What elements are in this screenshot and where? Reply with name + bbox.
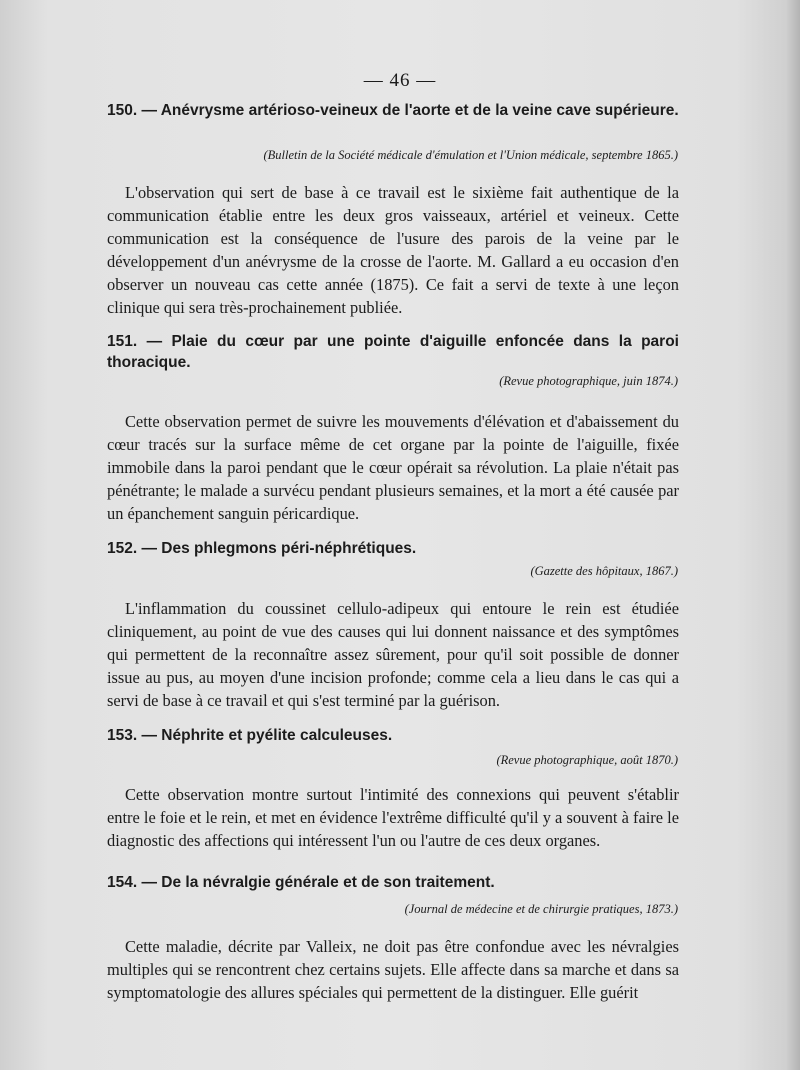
- entry-154-title-text: — De la névralgie générale et de son traitement.: [141, 874, 495, 891]
- entry-150-title: [107, 100, 679, 121]
- entry-150-source: (Bulletin de la Société médicale d'émulation et l'Union médicale, septembre 1865.): [263, 148, 678, 162]
- entry-153-title-text: — Néphrite et pyélite calculeuses.: [141, 727, 393, 744]
- entry-150-body: L'observation qui sert de base à ce travail est le sixième fait authentique de la communication établie entre les deux gros vaisseaux, artériel et veineux. Cette communication est la conséquence de l'usure des parois de la veine par le développement d'un anévrysme de la crosse de l'aorte. M. Gallard a eu occasion d'en observer un nouveau cas cette année (1875). Ce fait a servi de texte à une leçon clinique qui sera très-prochainement publiée.: [107, 183, 679, 317]
- entry-153-source: (Revue photographique, août 1870.): [496, 753, 678, 767]
- entry-154-body: Cette maladie, décrite par Valleix, ne doit pas être confondue avec les névralgies multiples qui se rencontrent chez certains sujets. Elle affecte dans sa marche et dans sa symptomatologie des allures spéciales qui permettent de la distinguer. Elle guérit: [107, 937, 679, 1002]
- page-number: — 46 —: [363, 70, 437, 91]
- entry-154-title: [107, 872, 679, 893]
- entry-153-title: [107, 725, 679, 746]
- entry-152-source: (Gazette des hôpitaux, 1867.): [530, 564, 678, 578]
- entry-154-number: 154.: [107, 874, 138, 891]
- entry-152-title: [107, 538, 679, 559]
- entry-152-title-text: — Des phlegmons péri-néphrétiques.: [141, 540, 417, 557]
- entry-153-number: 153.: [107, 727, 138, 744]
- entry-151-title-text: — Plaie du cœur par une pointe d'aiguille enfoncée dans la paroi thoracique.: [107, 333, 679, 371]
- entry-152-number: 152.: [107, 540, 138, 557]
- page-edge-shadow: [786, 0, 800, 1070]
- entry-151-title: [107, 331, 679, 373]
- entry-150-number: 150.: [107, 102, 138, 119]
- entry-151-source: (Revue photographique, juin 1874.): [499, 374, 678, 388]
- entry-151-body: Cette observation permet de suivre les mouvements d'élévation et d'abaissement du cœur tracés sur la surface même de cet organe par la pointe de l'aiguille, fixée immobile dans la paroi pendant que le cœur opérait sa révolution. La plaie n'était pas pénétrante; le malade a survécu pendant plusieurs semaines, et la mort a été causée par un épanchement sanguin péricardique.: [107, 412, 679, 523]
- entry-154-source: (Journal de médecine et de chirurgie pratiques, 1873.): [404, 902, 678, 916]
- entry-152-body: L'inflammation du coussinet cellulo-adipeux qui entoure le rein est étudiée cliniquement, au point de vue des causes qui lui donnent naissance et des symptômes qui permettent de la reconnaître assez sûrement, pour qu'il soit possible de donner issue au pus, au moyen d'une incision profonde; comme cela a lieu dans le cas qui a servi de base à ce travail et qui s'est terminé par la guérison.: [107, 599, 679, 710]
- entry-153-body: Cette observation montre surtout l'intimité des connexions qui peuvent s'établir entre le foie et le rein, et met en évidence l'extrême difficulté qu'il y a souvent à faire le diagnostic des affections qui intéressent l'un ou l'autre de ces deux organes.: [107, 785, 679, 850]
- entry-151-number: 151.: [107, 333, 138, 350]
- entry-150-title-text: — Anévrysme artérioso-veineux de l'aorte et de la veine cave supérieure.: [141, 102, 679, 119]
